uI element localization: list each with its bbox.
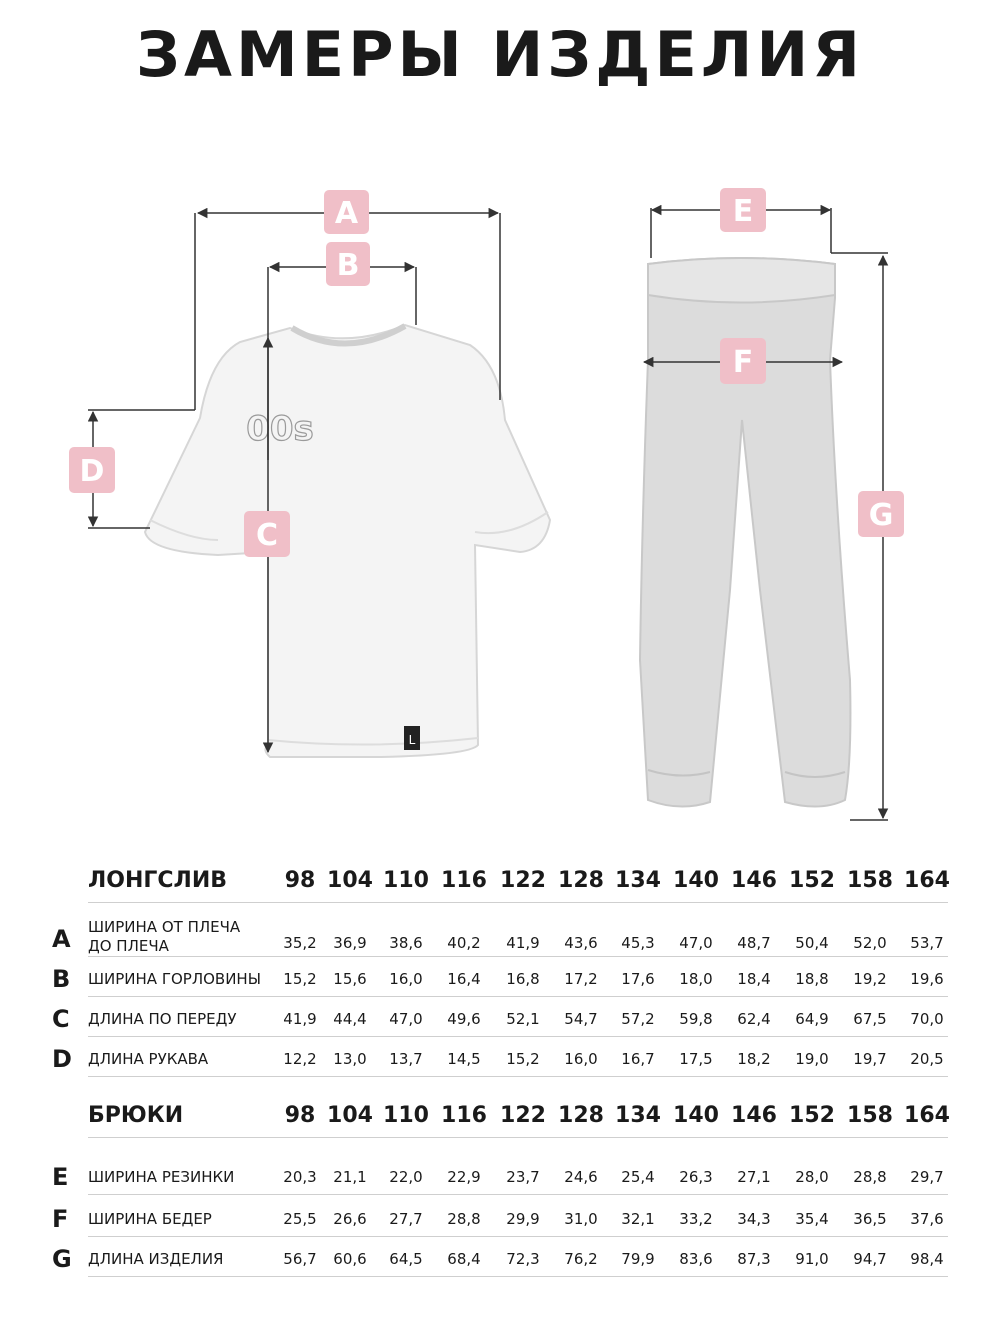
pants-cell: 37,6 (910, 1210, 944, 1228)
longsleeve-size-col: 152 (789, 868, 835, 893)
longsleeve-cell: 19,2 (853, 970, 887, 988)
garment-illustration (0, 160, 1000, 840)
longsleeve-cell: 19,0 (795, 1050, 829, 1068)
pants-cell: 28,8 (447, 1210, 481, 1228)
pants-cell: 33,2 (679, 1210, 713, 1228)
longsleeve-row-label: ДЛИНА ПО ПЕРЕДУ (88, 1010, 237, 1028)
longsleeve-cell: 15,2 (283, 970, 317, 988)
marker-g (858, 491, 904, 537)
longsleeve-cell: 44,4 (333, 1010, 367, 1028)
longsleeve-cell: 18,8 (795, 970, 829, 988)
table-divider (88, 1276, 948, 1277)
pants-cell: 76,2 (564, 1250, 598, 1268)
longsleeve-row-label: ШИРИНА ГОРЛОВИНЫ (88, 970, 261, 988)
longsleeve-cell: 52,0 (853, 934, 887, 952)
pants-size-col: 104 (327, 1103, 373, 1128)
longsleeve-cell: 50,4 (795, 934, 829, 952)
longsleeve-cell: 16,7 (621, 1050, 655, 1068)
svg-text:D: D (79, 454, 105, 489)
svg-text:F: F (732, 345, 754, 380)
pants-size-col: 110 (383, 1103, 429, 1128)
longsleeve-cell: 16,0 (564, 1050, 598, 1068)
longsleeve-cell: 47,0 (389, 1010, 423, 1028)
pants-size-col: 158 (847, 1103, 893, 1128)
pants-size-col: 128 (558, 1103, 604, 1128)
pants-size-col: 164 (904, 1103, 950, 1128)
longsleeve-cell: 40,2 (447, 934, 481, 952)
longsleeve-cell: 13,0 (333, 1050, 367, 1068)
pants-size-col: 134 (615, 1103, 661, 1128)
longsleeve-row-label: ШИРИНА ОТ ПЛЕЧА ДО ПЛЕЧА (88, 918, 241, 955)
longsleeve-cell: 59,8 (679, 1010, 713, 1028)
tshirt-tag-text: L (408, 733, 416, 747)
longsleeve-cell: 12,2 (283, 1050, 317, 1068)
svg-text:G: G (868, 498, 894, 533)
longsleeve-cell: 57,2 (621, 1010, 655, 1028)
longsleeve-row-letter: D (52, 1045, 72, 1073)
table-divider (88, 902, 948, 903)
table-divider (88, 996, 948, 997)
pants-cell: 91,0 (795, 1250, 829, 1268)
pants-cell: 25,4 (621, 1168, 655, 1186)
longsleeve-cell: 54,7 (564, 1010, 598, 1028)
pants-cell: 56,7 (283, 1250, 317, 1268)
longsleeve-size-col: 110 (383, 868, 429, 893)
pants-cell: 60,6 (333, 1250, 367, 1268)
svg-text:A: A (334, 196, 359, 231)
longsleeve-cell: 45,3 (621, 934, 655, 952)
pants-cell: 83,6 (679, 1250, 713, 1268)
longsleeve-cell: 67,5 (853, 1010, 887, 1028)
pants-cell: 29,9 (506, 1210, 540, 1228)
pants-cell: 98,4 (910, 1250, 944, 1268)
longsleeve-cell: 17,5 (679, 1050, 713, 1068)
marker-f (720, 338, 766, 384)
pants-cell: 68,4 (447, 1250, 481, 1268)
longsleeve-size-col: 140 (673, 868, 719, 893)
longsleeve-cell: 13,7 (389, 1050, 423, 1068)
pants-size-col: 122 (500, 1103, 546, 1128)
longsleeve-cell: 18,4 (737, 970, 771, 988)
tshirt-print-text: 00s (246, 409, 314, 449)
longsleeve-cell: 47,0 (679, 934, 713, 952)
longsleeve-size-col: 164 (904, 868, 950, 893)
pants-cell: 32,1 (621, 1210, 655, 1228)
pants-cell: 29,7 (910, 1168, 944, 1186)
marker-a (324, 190, 369, 234)
longsleeve-size-col: 98 (284, 868, 316, 893)
pants-size-col: 140 (673, 1103, 719, 1128)
table-divider (88, 956, 948, 957)
table-divider (88, 1076, 948, 1077)
longsleeve-cell: 52,1 (506, 1010, 540, 1028)
marker-d (69, 447, 115, 493)
pants-row-letter: E (52, 1163, 69, 1191)
longsleeve-size-col: 146 (731, 868, 777, 893)
longsleeve-cell: 41,9 (283, 1010, 317, 1028)
longsleeve-cell: 16,4 (447, 970, 481, 988)
longsleeve-cell: 17,6 (621, 970, 655, 988)
table-divider (88, 1036, 948, 1037)
pants-cell: 26,6 (333, 1210, 367, 1228)
longsleeve-row-letter: C (52, 1005, 70, 1033)
longsleeve-size-col: 104 (327, 868, 373, 893)
pants-cell: 36,5 (853, 1210, 887, 1228)
pants-cell: 28,0 (795, 1168, 829, 1186)
pants-cell: 20,3 (283, 1168, 317, 1186)
pants-cell: 27,1 (737, 1168, 771, 1186)
table-divider (88, 1236, 948, 1237)
pants-size-col: 152 (789, 1103, 835, 1128)
pants-cell: 79,9 (621, 1250, 655, 1268)
longsleeve-size-col: 158 (847, 868, 893, 893)
longsleeve-cell: 18,2 (737, 1050, 771, 1068)
pants-row-label: ШИРИНА БЕДЕР (88, 1210, 212, 1228)
longsleeve-cell: 17,2 (564, 970, 598, 988)
page-title: ЗАМЕРЫ ИЗДЕЛИЯ (136, 18, 864, 91)
pants-row-label: ДЛИНА ИЗДЕЛИЯ (88, 1250, 224, 1268)
pants-cell: 87,3 (737, 1250, 771, 1268)
pants-cell: 94,7 (853, 1250, 887, 1268)
pants-cell: 28,8 (853, 1168, 887, 1186)
pants-cell: 64,5 (389, 1250, 423, 1268)
longsleeve-cell: 49,6 (447, 1010, 481, 1028)
longsleeve-cell: 43,6 (564, 934, 598, 952)
svg-text:B: B (336, 248, 360, 283)
longsleeve-row-letter: A (52, 925, 71, 953)
pants-cell: 31,0 (564, 1210, 598, 1228)
pants-cell: 35,4 (795, 1210, 829, 1228)
marker-c (244, 511, 290, 557)
longsleeve-row-label: ДЛИНА РУКАВА (88, 1050, 209, 1068)
marker-e (720, 188, 766, 232)
longsleeve-size-col: 122 (500, 868, 546, 893)
pants-size-col: 116 (441, 1103, 487, 1128)
longsleeve-cell: 15,2 (506, 1050, 540, 1068)
pants-header: БРЮКИ (88, 1103, 184, 1128)
longsleeve-cell: 16,8 (506, 970, 540, 988)
pants-cell: 22,0 (389, 1168, 423, 1186)
longsleeve-cell: 70,0 (910, 1010, 944, 1028)
pants-cell: 21,1 (333, 1168, 367, 1186)
pants-row-letter: F (52, 1205, 69, 1233)
pants-size-col: 146 (731, 1103, 777, 1128)
longsleeve-cell: 38,6 (389, 934, 423, 952)
longsleeve-cell: 16,0 (389, 970, 423, 988)
pants-cell: 22,9 (447, 1168, 481, 1186)
longsleeve-size-col: 134 (615, 868, 661, 893)
pants-cell: 23,7 (506, 1168, 540, 1186)
longsleeve-size-col: 116 (441, 868, 487, 893)
tshirt-shape (145, 325, 550, 757)
pants-size-col: 98 (284, 1103, 316, 1128)
longsleeve-cell: 14,5 (447, 1050, 481, 1068)
longsleeve-cell: 19,7 (853, 1050, 887, 1068)
longsleeve-cell: 19,6 (910, 970, 944, 988)
table-divider (88, 1194, 948, 1195)
longsleeve-cell: 64,9 (795, 1010, 829, 1028)
pants-cell: 34,3 (737, 1210, 771, 1228)
svg-text:E: E (732, 194, 754, 229)
longsleeve-cell: 36,9 (333, 934, 367, 952)
pants-cell: 25,5 (283, 1210, 317, 1228)
pants-cell: 26,3 (679, 1168, 713, 1186)
pants-cell: 24,6 (564, 1168, 598, 1186)
longsleeve-cell: 18,0 (679, 970, 713, 988)
pants-row-letter: G (52, 1245, 72, 1273)
longsleeve-row-letter: B (52, 965, 71, 993)
longsleeve-cell: 20,5 (910, 1050, 944, 1068)
pants-cell: 72,3 (506, 1250, 540, 1268)
pants-cell: 27,7 (389, 1210, 423, 1228)
longsleeve-cell: 35,2 (283, 934, 317, 952)
table-divider (88, 1137, 948, 1138)
svg-text:C: C (255, 518, 279, 553)
longsleeve-cell: 15,6 (333, 970, 367, 988)
marker-b (326, 242, 370, 286)
longsleeve-cell: 53,7 (910, 934, 944, 952)
longsleeve-cell: 48,7 (737, 934, 771, 952)
longsleeve-cell: 41,9 (506, 934, 540, 952)
longsleeve-size-col: 128 (558, 868, 604, 893)
longsleeve-cell: 62,4 (737, 1010, 771, 1028)
longsleeve-header: ЛОНГСЛИВ (88, 868, 228, 893)
pants-row-label: ШИРИНА РЕЗИНКИ (88, 1168, 235, 1186)
